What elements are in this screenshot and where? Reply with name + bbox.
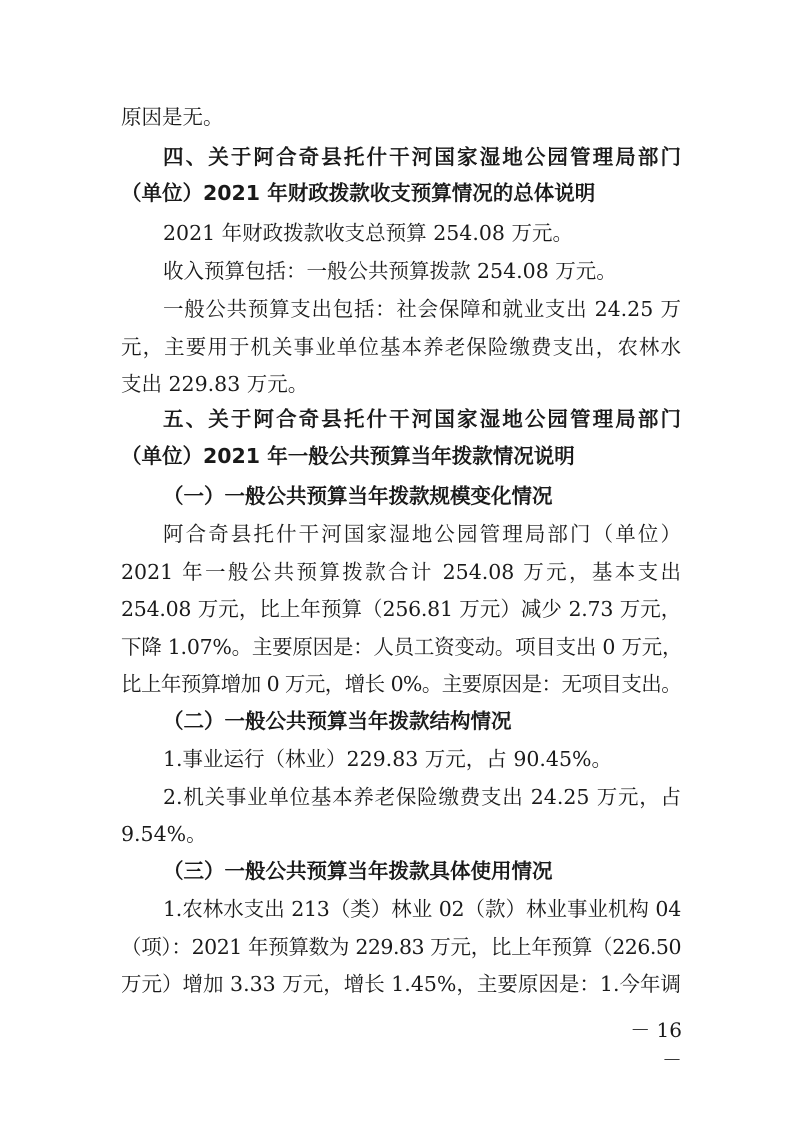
section-heading-5-cont: （单位）2021 年一般公共预算当年拨款情况说明 xyxy=(121,444,575,468)
text-line: 万元）增加 3.33 万元，增长 1.45%，主要原因是：1.今年调 xyxy=(121,972,681,996)
subsection-heading-1: （一）一般公共预算当年拨款规模变化情况 xyxy=(163,484,553,508)
text-line: 2021 年一般公共预算拨款合计 254.08 万元，基本支出 xyxy=(121,560,681,584)
text-line: 254.08 万元，比上年预算（256.81 万元）减少 2.73 万元， xyxy=(121,597,681,621)
text-line: 收入预算包括：一般公共预算拨款 254.08 万元。 xyxy=(163,259,617,283)
subsection-heading-2: （二）一般公共预算当年拨款结构情况 xyxy=(163,709,512,733)
text-line: 原因是无。 xyxy=(121,105,224,129)
text-line: 2.机关事业单位基本养老保险缴费支出 24.25 万元，占 xyxy=(163,785,681,809)
text-line: （项）：2021 年预算数为 229.83 万元，比上年预算（226.50 xyxy=(121,935,681,959)
page-number: － 16 － xyxy=(630,1018,682,1072)
text-line: 阿合奇县托什干河国家湿地公园管理局部门（单位） xyxy=(163,522,681,546)
text-line: 元，主要用于机关事业单位基本养老保险缴费支出，农林水 xyxy=(121,335,681,359)
section-heading-5: 五、关于阿合奇县托什干河国家湿地公园管理局部门 xyxy=(163,407,681,431)
text-line: 1.农林水支出 213（类）林业 02（款）林业事业机构 04 xyxy=(163,897,681,921)
text-line: 支出 229.83 万元。 xyxy=(121,372,309,396)
text-line: 1.事业运行（林业）229.83 万元，占 90.45%。 xyxy=(163,747,612,771)
text-line: 2021 年财政拨款收支总预算 254.08 万元。 xyxy=(163,221,573,245)
text-line: 下降 1.07%。主要原因是：人员工资变动。项目支出 0 万元， xyxy=(121,635,683,659)
text-line: 比上年预算增加 0 万元，增长 0%。主要原因是：无项目支出。 xyxy=(121,672,681,696)
subsection-heading-3: （三）一般公共预算当年拨款具体使用情况 xyxy=(163,859,553,883)
text-line: 一般公共预算支出包括：社会保障和就业支出 24.25 万 xyxy=(163,297,681,321)
text-line: 9.54%。 xyxy=(121,822,207,846)
section-heading-4-cont: （单位）2021 年财政拨款收支预算情况的总体说明 xyxy=(121,181,596,205)
section-heading-4: 四、关于阿合奇县托什干河国家湿地公园管理局部门 xyxy=(163,145,681,169)
